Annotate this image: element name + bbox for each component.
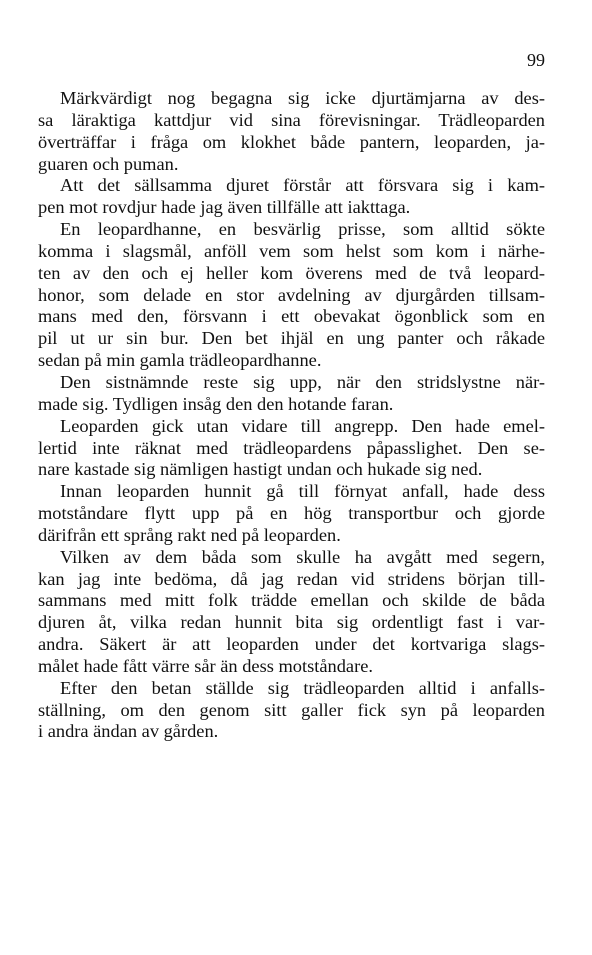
body-text (38, 88, 545, 743)
text-line: Den sistnämnde reste sig upp, när den stridslystne när- (60, 371, 545, 392)
text-line: ställning, om den genom sitt galler fick syn på leoparden (38, 699, 545, 720)
text-line: guaren och puman. (38, 153, 179, 174)
text-line: ten av den och ej heller kom överens med de två leopard- (38, 262, 545, 283)
text-line: honor, som delade en stor avdelning av djurgården tillsam- (38, 284, 545, 305)
text-line: made sig. Tydligen insåg den den hotande faran. (38, 393, 394, 414)
text-line: pen mot rovdjur hade jag även tillfälle att iakttaga. (38, 197, 411, 218)
text-line: därifrån ett språng rakt ned på leoparden. (38, 524, 341, 545)
text-line: Leoparden gick utan vidare till angrepp. Den hade emel- (60, 415, 545, 436)
text-line: sa läraktiga kattdjur vid sina förevisningar. Trädleoparden (38, 109, 545, 130)
text-line: komma i slagsmål, anföll vem som helst som kom i närhe- (38, 240, 545, 261)
text-line: Att det sällsamma djuret förstår att försvara sig i kam- (60, 175, 545, 196)
text-line: Vilken av dem båda som skulle ha avgått med segern, (60, 546, 545, 567)
text-line: mans med den, försvann i ett obevakat ögonblick som en (38, 306, 545, 327)
text-line: Innan leoparden hunnit gå till förnyat anfall, hade dess (60, 481, 545, 502)
text-line: sammans med mitt folk trädde emellan och skilde de båda (38, 590, 545, 611)
text-line: kan jag inte bedöma, då jag redan vid stridens början till- (38, 568, 545, 589)
text-line: överträffar i fråga om klokhet både pantern, leoparden, ja- (38, 131, 545, 152)
page-number: 99 (527, 50, 545, 70)
text-line: lertid inte räknat med trädleopardens påpasslighet. Den se- (38, 437, 545, 458)
text-line: motståndare flytt upp på en hög transportbur och gjorde (38, 503, 545, 524)
text-line: nare kastade sig nämligen hastigt undan och hukade sig ned. (38, 459, 483, 480)
text-line: pil ut ur sin bur. Den bet ihjäl en ung panter och råkade (38, 328, 545, 349)
text-line: Efter den betan ställde sig trädleoparden alltid i anfalls- (60, 677, 545, 698)
text-line: En leopardhanne, en besvärlig prisse, som alltid sökte (60, 219, 545, 240)
text-line: i andra ändan av gården. (38, 721, 219, 742)
text-line: Märkvärdigt nog begagna sig icke djurtämjarna av des- (60, 88, 545, 108)
text-line: målet hade fått värre sår än dess motståndare. (38, 655, 373, 676)
text-line: djuren åt, vilka redan hunnit bita sig ordentligt fast i var- (38, 612, 545, 633)
text-line: andra. Säkert är att leoparden under det kortvariga slags- (38, 634, 545, 655)
text-line: sedan på min gamla trädleopardhanne. (38, 350, 322, 371)
